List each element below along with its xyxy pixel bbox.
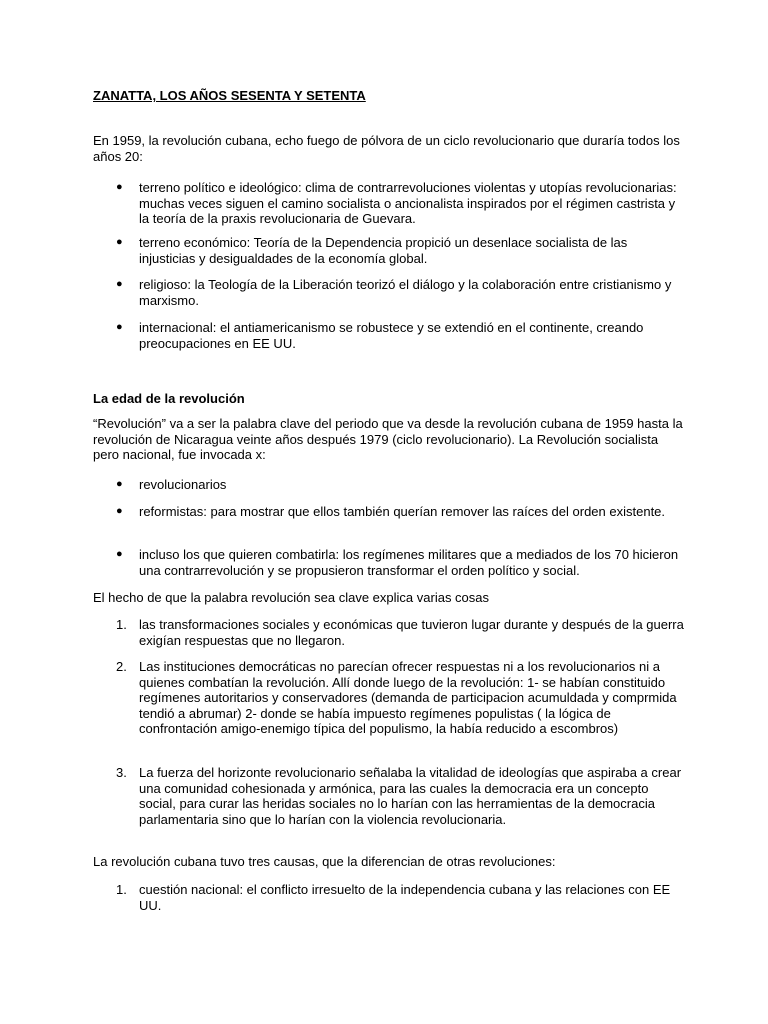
list-item bbox=[116, 320, 686, 351]
numbered-item bbox=[116, 617, 686, 648]
bullet-marker: ● bbox=[116, 478, 123, 490]
section-paragraph: La revolución cubana tuvo tres causas, que la diferencian de otras revoluciones: bbox=[93, 854, 556, 869]
list-item-text: revolucionarios bbox=[139, 477, 227, 492]
list-item-text: reformistas: para mostrar que ellos también querían remover las raíces del orden existente. bbox=[139, 504, 666, 519]
list-item bbox=[116, 277, 686, 308]
bullet-marker: ● bbox=[116, 236, 123, 248]
bullet-marker: ● bbox=[116, 321, 123, 333]
item-number: 3. bbox=[116, 765, 127, 780]
numbered-item bbox=[116, 659, 686, 737]
numbered-item bbox=[116, 882, 686, 913]
item-number: 1. bbox=[116, 882, 127, 897]
bullet-marker: ● bbox=[116, 181, 123, 193]
intro-paragraph: En 1959, la revolución cubana, echo fuego de pólvora de un ciclo revolucionario que duraría todos los años 20: bbox=[93, 133, 680, 164]
section-paragraph: El hecho de que la palabra revolución sea clave explica varias cosas bbox=[93, 590, 490, 605]
section-heading: La edad de la revolución bbox=[93, 391, 245, 406]
section-paragraph: “Revolución” va a ser la palabra clave del periodo que va desde la revolución cubana de 1959 hasta la revolución de Nicaragua veinte años después 1979 (ciclo revolucionario). La Revolución socialista pero nacional, fue invocada x: bbox=[93, 416, 683, 463]
list-item bbox=[116, 547, 686, 578]
list-item-text: incluso los que quieren combatirla: los regímenes militares que a mediados de los 70 hicieron una contrarrevolución y se propusieron transformar el orden político y social. bbox=[139, 547, 679, 578]
bullet-marker: ● bbox=[116, 505, 123, 517]
list-item bbox=[116, 504, 686, 520]
bullet-marker: ● bbox=[116, 548, 123, 560]
bullet-marker: ● bbox=[116, 278, 123, 290]
numbered-item-text: las transformaciones sociales y económicas que tuvieron lugar durante y después de la guerra exigían respuestas que no llegaron. bbox=[139, 617, 684, 648]
numbered-item-text: cuestión nacional: el conflicto irresuelto de la independencia cubana y las relaciones con EE UU. bbox=[139, 882, 671, 913]
list-item-text: religioso: la Teología de la Liberación teorizó el diálogo y la colaboración entre cristianismo y marxismo. bbox=[139, 277, 672, 308]
list-item-text: internacional: el antiamericanismo se robustece y se extendió en el continente, creando preocupaciones en EE UU. bbox=[139, 320, 644, 351]
numbered-item-text: La fuerza del horizonte revolucionario señalaba la vitalidad de ideologías que aspiraba a crear una comunidad cohesionada y armónica, para las cuales la democracia era un concepto social, para curar las heridas sociales no lo harían con las herramientas de la democracia parlamentaria sino que lo harían con la violencia revolucionaria. bbox=[139, 765, 682, 827]
list-item-text: terreno económico: Teoría de la Dependencia propició un desenlace socialista de las injusticias y desigualdades de la economía global. bbox=[139, 235, 628, 266]
item-number: 1. bbox=[116, 617, 127, 632]
document-title: ZANATTA, LOS AÑOS SESENTA Y SETENTA bbox=[93, 88, 366, 103]
list-item bbox=[116, 180, 686, 227]
numbered-item bbox=[116, 765, 686, 827]
list-item-text: terreno político e ideológico: clima de contrarrevoluciones violentas y utopías revolucionarias: muchas veces siguen el camino socialista o ancionalista inspirados por el régimen castrista y la teoría de la praxis revolucionaria de Guevara. bbox=[139, 180, 677, 227]
numbered-item-text: Las instituciones democráticas no parecían ofrecer respuestas ni a los revolucionarios ni a quienes combatían la revolución. Allí donde luego de la revolución: 1- se habían constituido regímenes autoritarios y conservadores (demanda de participacion acumuldada y comprmida tendió a abrumar) 2- donde se había impuesto regímenes populistas ( la lógica de confrontación amigo-enemigo típica del populismo, la había reducido a escombros) bbox=[139, 659, 677, 737]
list-item bbox=[116, 235, 686, 266]
item-number: 2. bbox=[116, 659, 127, 674]
list-item bbox=[116, 477, 686, 493]
